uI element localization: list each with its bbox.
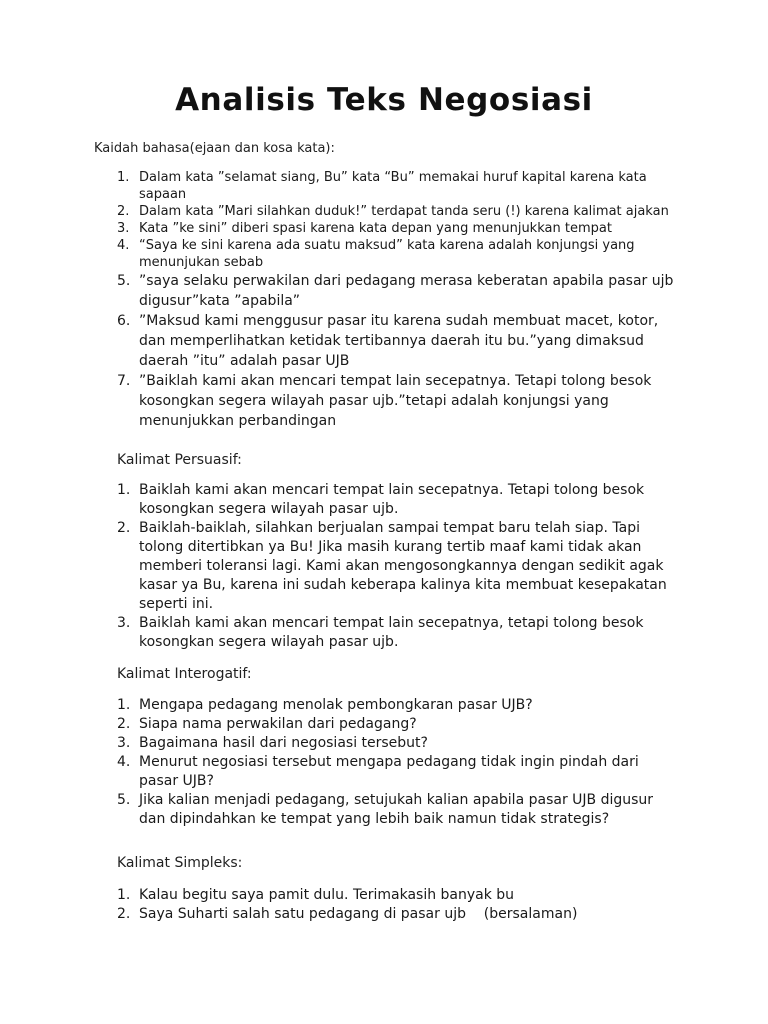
section-label-interogatif: Kalimat Interogatif: (117, 666, 252, 682)
section-label-persuasif: Kalimat Persuasif: (117, 452, 242, 468)
list-item: 3. Bagaimana hasil dari negosiasi tersebut? (117, 735, 428, 751)
list-item: 1. Kalau begitu saya pamit dulu. Terimakasih banyak bu (117, 887, 515, 903)
list-item: 3. Baiklah kami akan mencari tempat lain secepatnya, tetapi tolong besok kosongkan segera wilayah pasar ujb. (117, 615, 644, 650)
list-item: 6. ”Maksud kami menggusur pasar itu karena sudah membuat macet, kotor, dan memperlihatkan ketidak tertibannya daerah itu bu.”yang dimaksud daerah ”itu” adalah pasar UJB (117, 313, 659, 369)
list-item: 2. Saya Suharti salah satu pedagang di pasar ujb (bersalaman) (117, 906, 578, 922)
list-item: 1. Mengapa pedagang menolak pembongkaran pasar UJB? (117, 697, 533, 713)
list-kaidah-bahasa (117, 169, 677, 431)
list-item: 2. Dalam kata ”Mari silahkan duduk!” terdapat tanda seru (!) karena kalimat ajakan (117, 204, 669, 219)
list-interogatif (117, 696, 677, 829)
list-simpleks (117, 886, 677, 924)
list-item: 2. Siapa nama perwakilan dari pedagang? (117, 716, 417, 732)
list-item: 3. Kata ”ke sini” diberi spasi karena kata depan yang menunjukkan tempat (117, 221, 612, 236)
list-item: 5. Jika kalian menjadi pedagang, setujukah kalian apabila pasar UJB digusur dan dipindahkan ke tempat yang lebih baik namun tidak strategis? (117, 792, 654, 827)
list-item: 4. Menurut negosiasi tersebut mengapa pedagang tidak ingin pindah dari pasar UJB? (117, 754, 639, 789)
list-item: 2. Baiklah-baiklah, silahkan berjualan sampai tempat baru telah siap. Tapi tolong ditertibkan ya Bu! Jika masih kurang tertib maaf kami tidak akan memberi toleransi lagi. Kami akan mengosongkannya dengan sedikit agak kasar ya Bu, karena ini sudah keberapa kalinya kita membuat kesepakatan seperti ini. (117, 520, 667, 612)
list-item: 7. ”Baiklah kami akan mencari tempat lain secepatnya. Tetapi tolong besok kosongkan segera wilayah pasar ujb.”tetapi adalah konjungsi yang menunjukkan perbandingan (117, 373, 652, 429)
list-persuasif (117, 481, 677, 652)
list-item: 4. “Saya ke sini karena ada suatu maksud” kata karena adalah konjungsi yang menunjukan sebab (117, 238, 635, 270)
section-label-kaidah-bahasa: Kaidah bahasa(ejaan dan kosa kata): (94, 141, 335, 156)
list-item: 1. Dalam kata ”selamat siang, Bu” kata “Bu” memakai huruf kapital karena kata sapaan (117, 170, 647, 202)
list-item: 1. Baiklah kami akan mencari tempat lain secepatnya. Tetapi tolong besok kosongkan segera wilayah pasar ujb. (117, 482, 645, 517)
section-label-simpleks: Kalimat Simpleks: (117, 855, 243, 871)
list-item: 5. ”saya selaku perwakilan dari pedagang merasa keberatan apabila pasar ujb digusur”kata ”apabila” (117, 273, 674, 309)
page-title: Analisis Teks Negosiasi (175, 82, 593, 118)
